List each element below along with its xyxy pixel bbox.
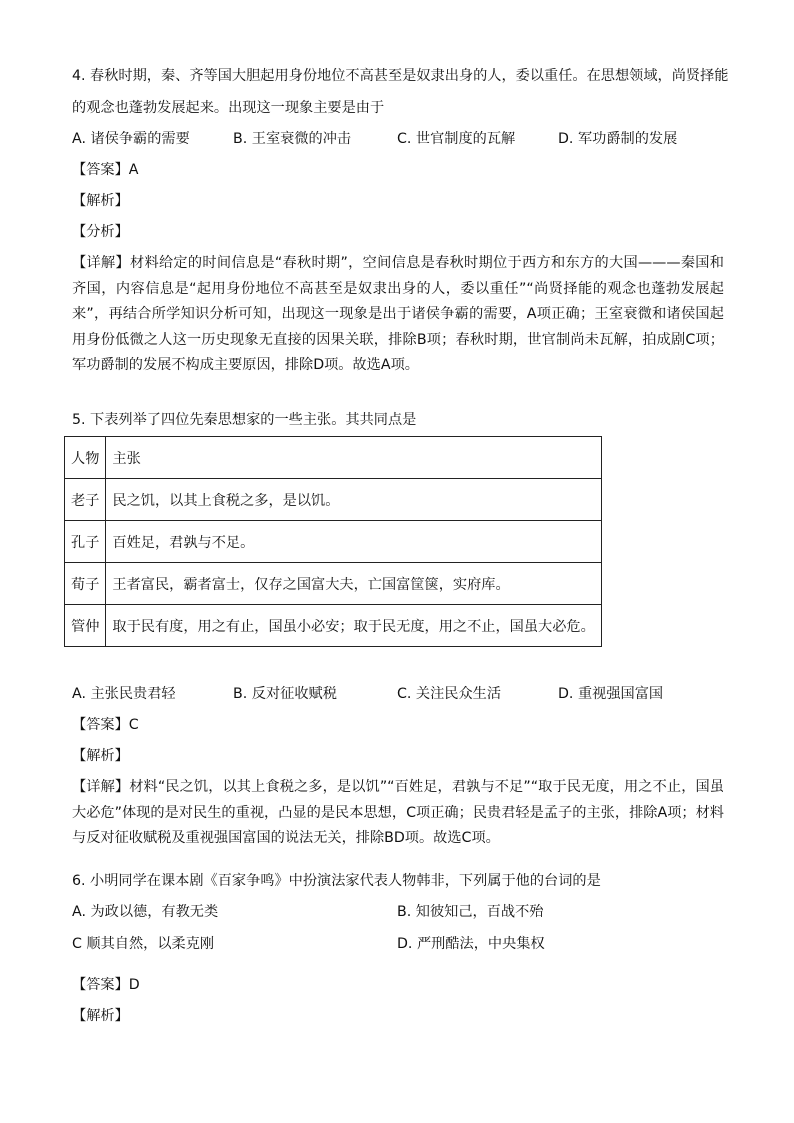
q6-answer: 【答案】D <box>72 977 140 993</box>
q5-stem: 5. 下表列举了四位先秦思想家的一些主张。其共同点是 <box>72 412 417 428</box>
q5-answer: 【答案】C <box>72 717 139 733</box>
q5-option-c: C. 关注民众生活 <box>397 686 502 702</box>
table-cell-claim: 百姓足，君孰与不足。 <box>106 521 601 563</box>
q6-option-d: D. 严刑酷法，中央集权 <box>397 936 545 952</box>
q4-stem-line2: 的观念也蓬勃发展起来。出现这一现象主要是由于 <box>72 100 385 116</box>
q5-option-a: A. 主张民贵君轻 <box>72 686 176 702</box>
table-cell-person: 老子 <box>65 479 106 521</box>
q4-answer: 【答案】A <box>72 162 139 178</box>
table-row <box>65 563 602 605</box>
q6-option-b: B. 知彼知己，百战不殆 <box>397 904 544 920</box>
table-cell-claim: 民之饥，以其上食税之多，是以饥。 <box>106 479 601 521</box>
q4-option-a: A. 诸侯争霸的需要 <box>72 131 190 147</box>
table-header-person: 人物 <box>65 437 106 479</box>
q6-stem: 6. 小明同学在课本剧《百家争鸣》中扮演法家代表人物韩非，下列属于他的台词的是 <box>72 873 601 889</box>
table-row <box>65 521 602 563</box>
thinkers-table <box>64 436 602 647</box>
table-header-row <box>65 437 602 479</box>
table-row <box>65 479 602 521</box>
q5-jiexi-label: 【解析】 <box>72 748 129 764</box>
q6-option-c: C 顺其自然，以柔克刚 <box>72 936 215 952</box>
table-cell-claim: 取于民有度，用之有止，国虽小必安；取于民无度，用之不止，国虽大必危。 <box>106 605 601 647</box>
table-cell-person: 荀子 <box>65 563 106 605</box>
q4-jiexi-label: 【解析】 <box>72 193 129 209</box>
q5-detail: 【详解】材料“民之饥，以其上食税之多，是以饥”“百姓足，君孰与不足”“取于民无度，用之不止，国虽大必危”体现的是对民生的重视，凸显的是民本思想，C项正确；民贵君轻是孟子的主张，排除A项；材料与反对征收赋税及重视强国富国的说法无关，排除BD项。故选C项。 <box>72 779 724 847</box>
table-cell-person: 管仲 <box>65 605 106 647</box>
q5-option-b: B. 反对征收赋税 <box>233 686 337 702</box>
q4-option-b: B. 王室衰微的冲击 <box>233 131 352 147</box>
q4-stem-line1: 4. 春秋时期，秦、齐等国大胆起用身份地位不高甚至是奴隶出身的人，委以重任。在思想领域，尚贤择能 <box>72 68 729 84</box>
q4-detail: 【详解】材料给定的时间信息是“春秋时期”，空间信息是春秋时期位于西方和东方的大国———秦国和齐国，内容信息是“起用身份地位不高甚至是奴隶出身的人，委以重任”“尚贤择能的观念也蓬勃发展起来”，再结合所学知识分析可知，出现这一现象是出于诸侯争霸的需要，A项正确；王室衰微和诸侯国起用身份低微之人这一历史现象无直接的因果关联，排除B项；春秋时期，世官制尚未瓦解，拍成剧C项；军功爵制的发展不构成主要原因，排除D项。故选A项。 <box>72 255 724 374</box>
table-row <box>65 605 602 647</box>
q5-option-d: D. 重视强国富国 <box>558 686 664 702</box>
q6-jiexi-label: 【解析】 <box>72 1008 129 1024</box>
table-header-claim: 主张 <box>106 437 601 479</box>
table-cell-claim: 王者富民，霸者富士，仅存之国富大夫，亡国富筐箧，实府库。 <box>106 563 601 605</box>
q4-fenxi-label: 【分析】 <box>72 224 129 240</box>
table-cell-person: 孔子 <box>65 521 106 563</box>
q4-option-c: C. 世官制度的瓦解 <box>397 131 516 147</box>
q4-option-d: D. 军功爵制的发展 <box>558 131 678 147</box>
q6-option-a: A. 为政以德，有教无类 <box>72 904 219 920</box>
